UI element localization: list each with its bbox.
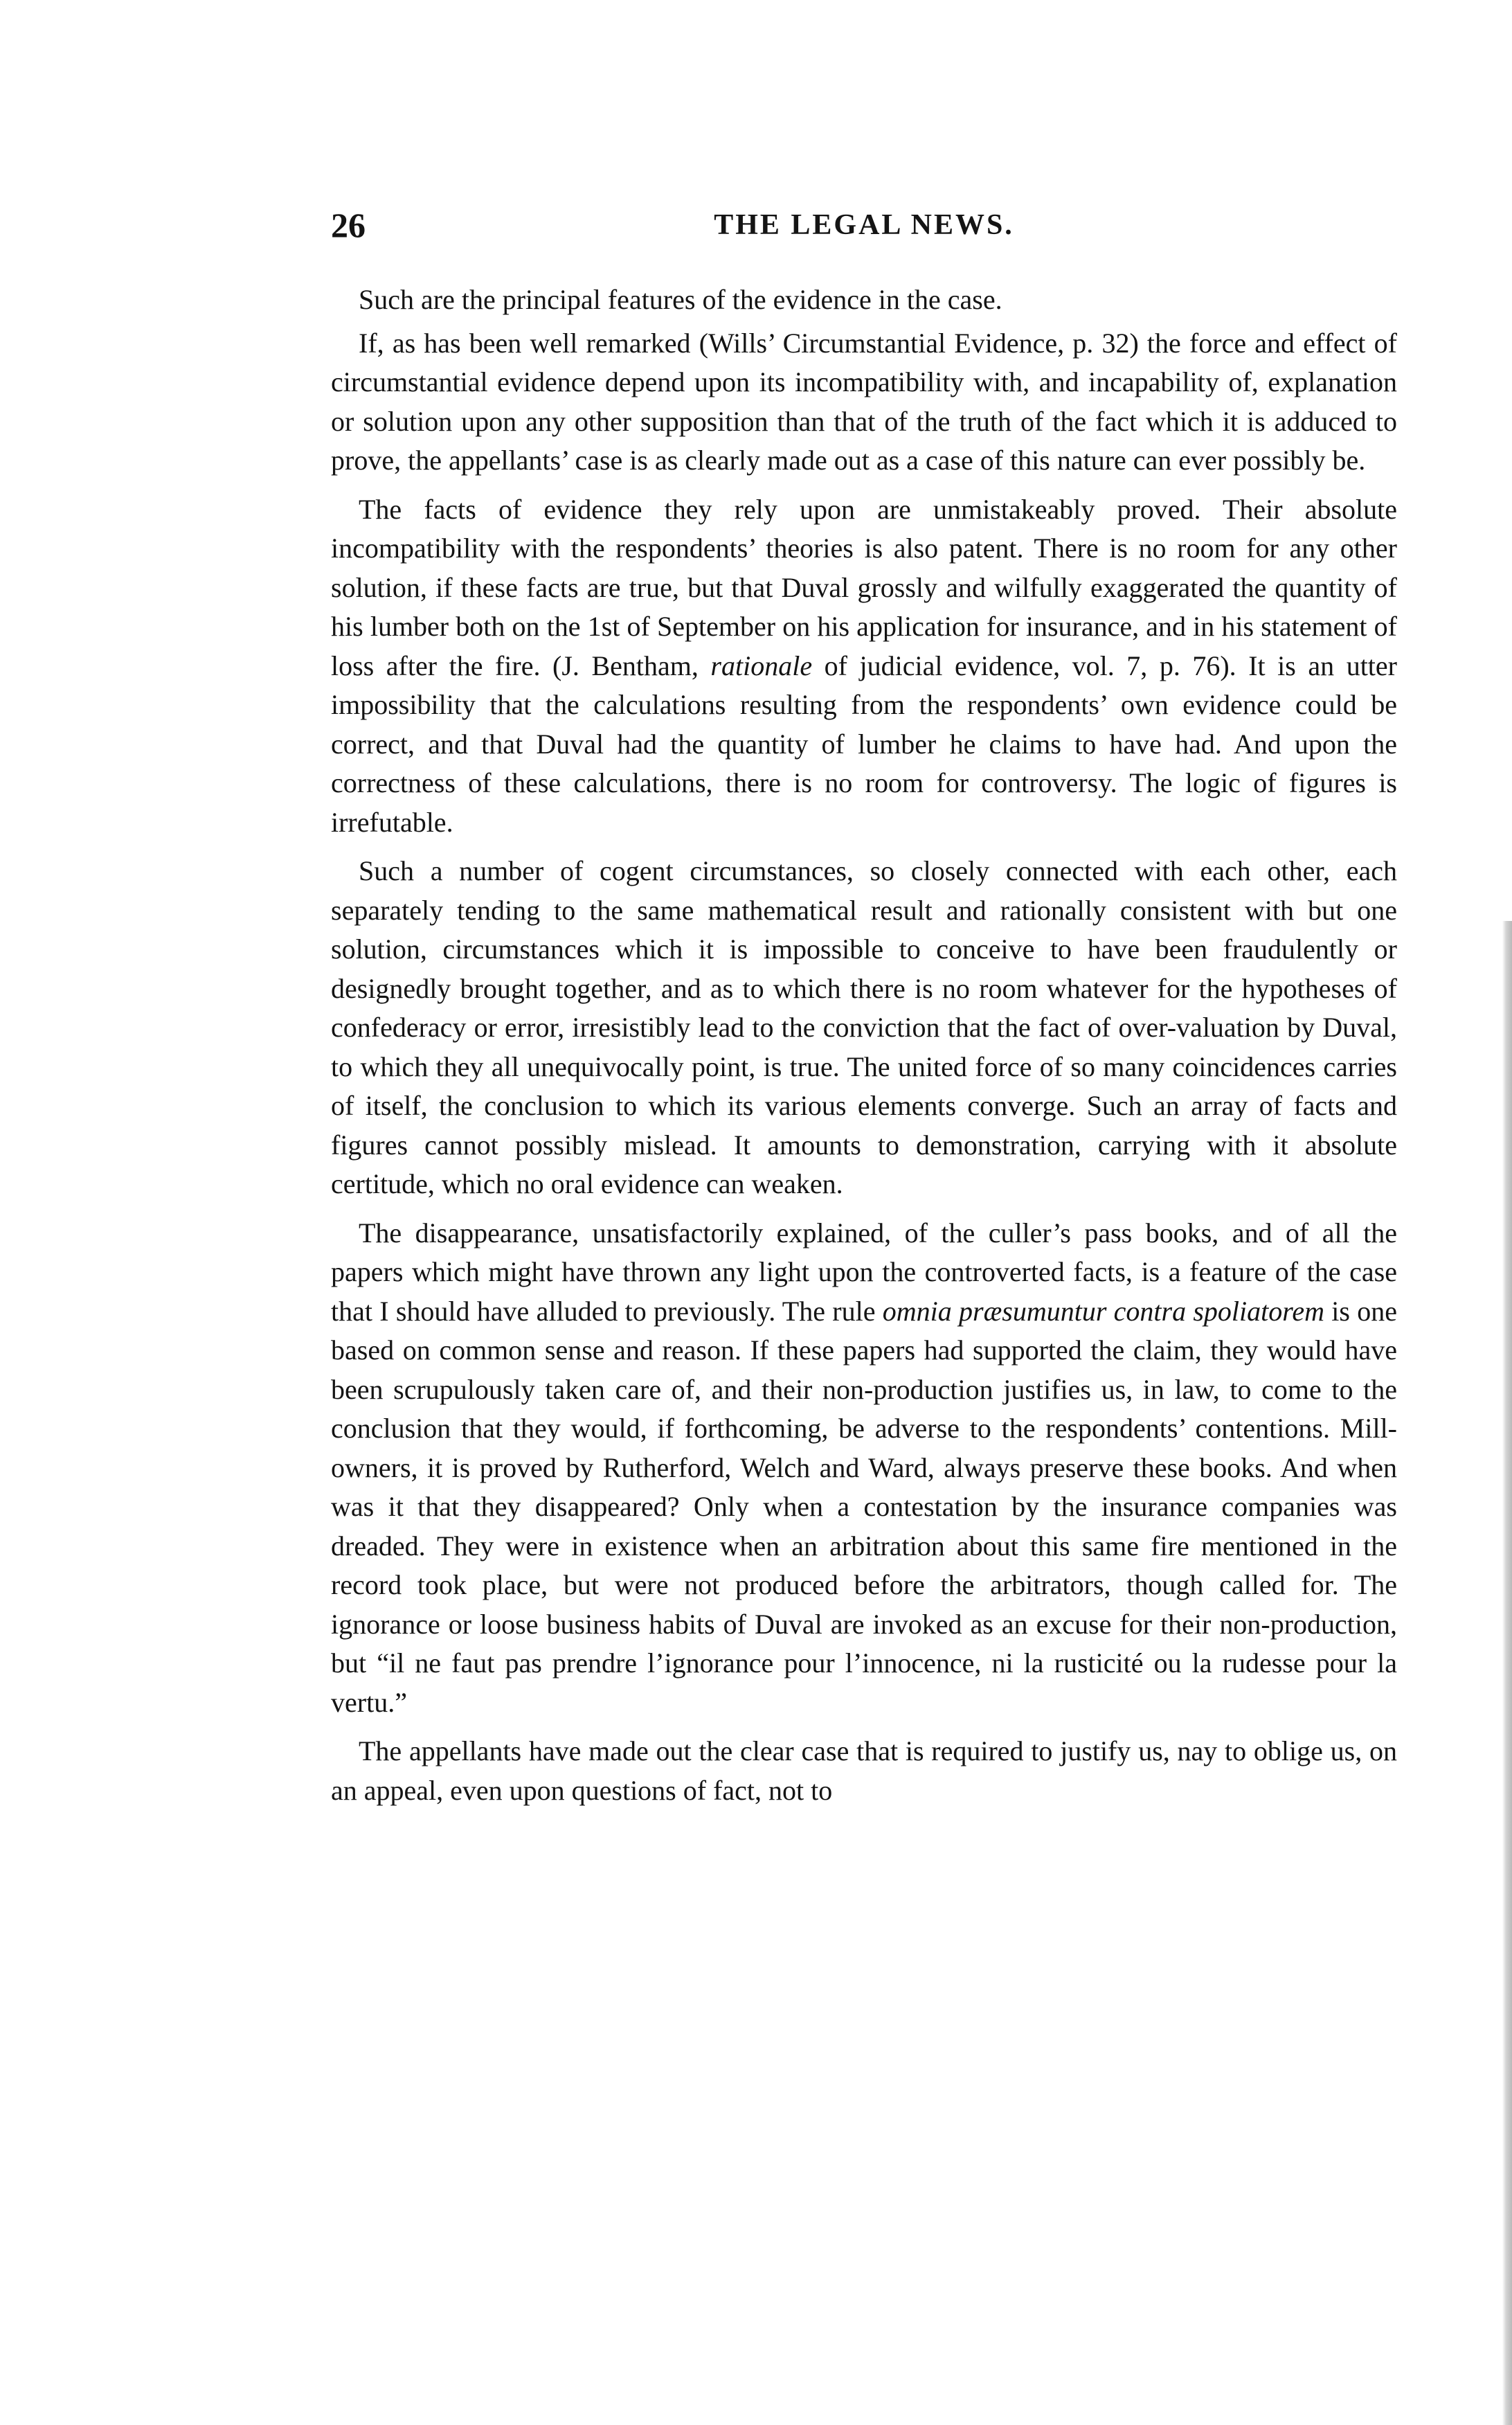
running-head: THE LEGAL NEWS.: [714, 209, 1014, 241]
paragraph-5: [331, 1214, 1397, 1723]
page-header: [331, 197, 1397, 253]
paragraph-3-text-a: The facts of evidence they rely upon are unmistakeably proved. Their absolute incompatibility with the respondents’ theories is also patent. There is no room for any other solution, if these facts are true, but that Duval grossly and wilfully exaggerated the quantity of his lumber both on the 1st of September on his application for insurance, and in his statement of loss after the fire. (J. Bentham,: [331, 493, 1397, 681]
paragraph-4: Such a number of cogent circumstances, so closely connected with each other, each separately tending to the same mathematical result and rationally consistent with but one solution, circumstances which it is impossible to conceive to have been fraudulently or designedly brought together, and as to which there is no room whatever for the hypotheses of confederacy or error, irresistibly lead to the conviction that the fact of over-valuation by Duval, to which they all unequivocally point, is true. The united force of so many coincidences carries of itself, the conclusion to which its various elements converge. Such an array of facts and figures cannot possibly mislead. It amounts to demonstration, carrying with it absolute certitude, which no oral evidence can weaken.: [331, 855, 1397, 1199]
paragraph-2: If, as has been well remarked (Wills’ Circumstantial Evidence, p. 32) the force and effect of circumstantial evidence depend upon its incompatibility with, and incapability of, explanation or solution upon any other supposition than that of the truth of the fact which it is adduced to prove, the appellants’ case is as clearly made out as a case of this nature can ever possibly be.: [331, 327, 1397, 476]
paragraph-1: Such are the principal features of the evidence in the case.: [359, 284, 1002, 315]
paragraph-5-text-b: is one based on common sense and reason. If these papers had supported the claim, they would have been scrupulously taken care of, and their non-production justifies us, in law, to come to the conclusion that they would, if forthcoming, be adverse to the respondents’ contentions. Mill-owners, it is proved by Rutherford, Welch and Ward, always preserve these books. And when was it that they disappeared? Only when a contestation by the insurance companies was dreaded. They were in existence when an arbitration about this same fire mentioned in the record took place, but were not produced before the arbitrators, though called for. The ignorance or loose business habits of Duval are invoked as an excuse for their non-production, but “il ne faut pas prendre l’ignorance pour l’innocence, ni la rusticité ou la rudesse pour la vertu.”: [331, 1295, 1397, 1718]
scan-edge-shadow: [1502, 921, 1512, 2425]
paragraph-3: [331, 490, 1397, 843]
paragraph-3-italic: rationale: [710, 650, 813, 681]
paragraph-5-text-a: The disappearance, unsatisfactorily explained, of the culler’s pass books, and of all the papers which might have thrown any light upon the controverted facts, is a feature of the case that I should have alluded to previously. The rule: [331, 1217, 1397, 1327]
paragraph-5-italic: omnia præsumuntur contra spoliatorem: [882, 1295, 1324, 1327]
body-text: [331, 280, 1397, 1820]
paragraph-3-text-b: of judicial evidence, vol. 7, p. 76). It is an utter impossibility that the calculations resulting from the respondents’ own evidence could be correct, and that Duval had the quantity of lumber he claims to have had. And upon the correctness of these calculations, there is no room for controversy. The logic of figures is irrefutable.: [331, 650, 1397, 838]
page-number: 26: [331, 206, 366, 244]
paragraph-6: The appellants have made out the clear case that is required to justify us, nay to oblige us, on an appeal, even upon questions of fact, not to: [331, 1735, 1397, 1806]
